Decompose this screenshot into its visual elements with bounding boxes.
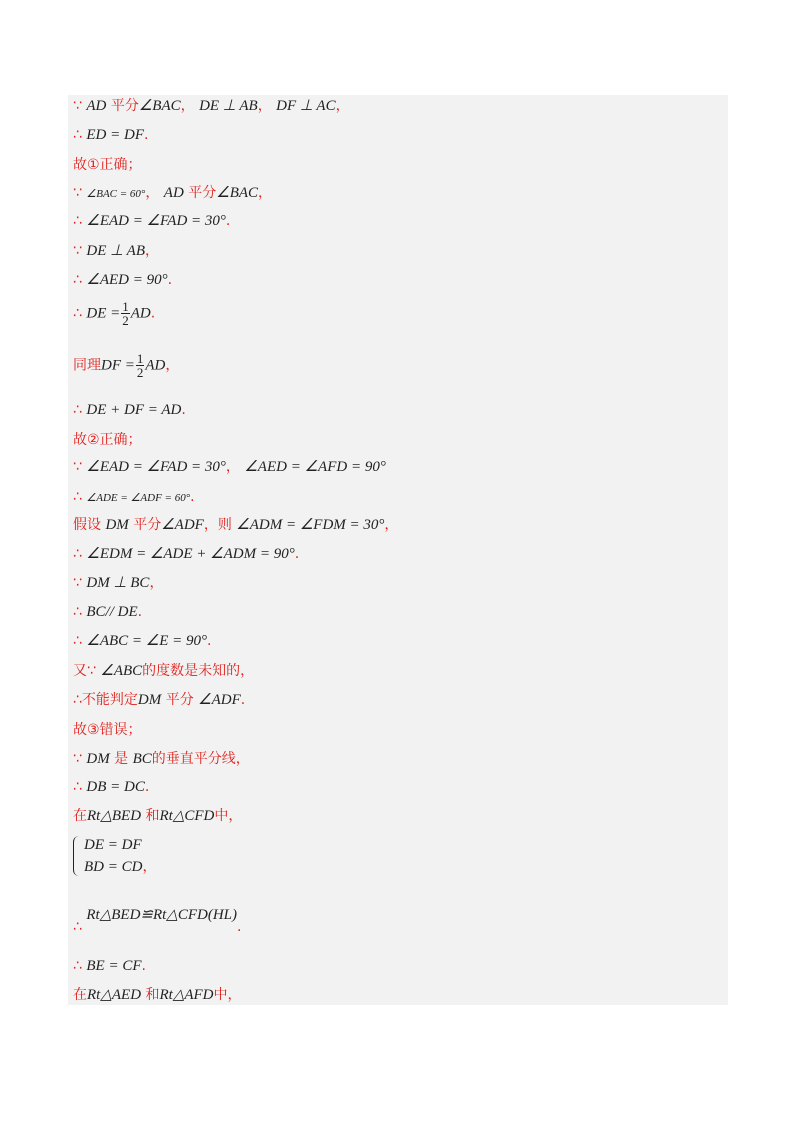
line-23 <box>73 778 149 796</box>
because-symbol: ∵ <box>73 185 82 201</box>
line-24 <box>73 807 242 825</box>
math-text: DM <box>137 692 162 708</box>
because-symbol: ∵ <box>73 243 82 259</box>
comma: ， <box>165 357 180 374</box>
therefore-symbol: ∴ <box>73 779 82 795</box>
period: . <box>144 127 149 143</box>
therefore-symbol: ∴ <box>73 402 82 418</box>
math-text: AD <box>130 305 151 322</box>
text: 平分 <box>188 185 217 201</box>
math-text: ∠ADF <box>161 517 204 533</box>
period: . <box>181 402 186 418</box>
line-15 <box>73 545 299 563</box>
line-26 <box>73 906 242 935</box>
math-text: ∠EAD = ∠FAD = 30° <box>86 459 226 475</box>
math-text: AD <box>163 185 184 201</box>
math-text: DF = <box>101 357 135 374</box>
system-line-2 <box>84 858 156 876</box>
math-text: BC// DE <box>86 604 138 620</box>
fraction-numerator: 1 <box>136 351 144 366</box>
left-brace <box>73 836 82 876</box>
math-text: Rt△BED <box>87 808 142 824</box>
because-symbol: ∵ <box>73 575 82 591</box>
line-7 <box>73 271 172 289</box>
therefore-symbol: ∴ <box>73 604 82 620</box>
line-28 <box>73 986 242 1004</box>
math-text: DE = DF <box>84 837 142 853</box>
math-text: DB = DC <box>86 779 145 795</box>
therefore-symbol: ∴ <box>73 127 82 143</box>
line-18 <box>73 632 211 650</box>
period: . <box>225 213 231 229</box>
text: ∴不能判定 <box>73 692 138 708</box>
line-1 <box>73 97 350 115</box>
line-20 <box>73 691 245 709</box>
math-text: ∠EAD = ∠FAD = 30° <box>86 213 226 229</box>
math-text: ∠ADM = ∠FDM = 30° <box>236 517 385 533</box>
therefore-symbol: ∴ <box>73 546 82 562</box>
comma: ， <box>142 859 157 875</box>
text: 的度数是未知的， <box>142 663 255 679</box>
period: . <box>141 958 146 974</box>
math-text: DM ⊥ BC <box>86 575 150 591</box>
text: 平分 <box>133 517 162 533</box>
math-text: ∠ABC <box>100 663 143 679</box>
comma: ， <box>180 98 195 114</box>
line-6 <box>73 242 159 260</box>
math-text: Rt△AED <box>87 987 142 1003</box>
fraction-denominator: 2 <box>136 365 144 380</box>
text: 平分 <box>110 98 139 114</box>
line-2 <box>73 126 148 144</box>
text: 的垂直平分线， <box>151 751 250 767</box>
math-text: Rt△CFD <box>159 808 215 824</box>
period: . <box>190 489 195 505</box>
line-21: 故③错误； <box>73 722 142 738</box>
comma: ， <box>145 185 160 201</box>
comma: ， <box>145 243 159 259</box>
comma: ， <box>258 185 273 201</box>
fraction-half <box>121 300 130 327</box>
math-text: ∠BAC <box>138 98 181 114</box>
fraction-half <box>136 352 145 379</box>
math-text: DE + DF = AD <box>86 402 182 418</box>
math-text: ∠AED = ∠AFD = 90° <box>244 459 386 475</box>
line-27 <box>73 957 146 975</box>
period: . <box>137 604 143 620</box>
text: ，则 <box>203 517 232 533</box>
because-symbol: ∵ <box>73 751 82 767</box>
therefore-symbol: ∴ <box>73 272 82 288</box>
math-text: ∠BAC <box>216 185 259 201</box>
math-text: AD <box>86 98 107 114</box>
line-3: 故①正确； <box>73 157 142 173</box>
text: 又∵ <box>73 663 96 679</box>
line-16 <box>73 574 163 592</box>
line-22 <box>73 750 250 768</box>
line-10 <box>73 401 186 419</box>
math-text: ∠BAC = 60° <box>86 188 146 200</box>
text: 在 <box>73 987 87 1003</box>
therefore-symbol: ∴ <box>73 633 82 649</box>
text: 是 <box>114 751 129 767</box>
math-text: DE = <box>86 305 121 322</box>
line-13 <box>73 488 195 507</box>
fraction-numerator: 1 <box>122 299 129 314</box>
period: . <box>294 546 300 562</box>
comma: ， <box>225 459 240 475</box>
because-symbol: ∵ <box>73 98 82 114</box>
math-text: AD <box>145 357 166 374</box>
therefore-symbol: ∴ <box>73 958 82 974</box>
period: . <box>207 633 212 649</box>
comma: ， <box>384 517 399 533</box>
period: . <box>150 305 156 322</box>
comma: ， <box>335 98 350 114</box>
line-4 <box>73 184 272 203</box>
math-text: Rt△BED≌Rt△CFD(HL) <box>86 907 237 923</box>
therefore-symbol: ∴ <box>73 213 82 229</box>
line-9 <box>73 352 179 379</box>
period: . <box>237 919 242 935</box>
line-17 <box>73 603 142 621</box>
comma: ， <box>257 98 272 114</box>
therefore-symbol: ∴ <box>73 305 82 322</box>
math-text: ∠ADF <box>198 692 241 708</box>
math-text: DM <box>86 751 110 767</box>
therefore-symbol: ∴ <box>73 919 82 935</box>
math-text: BC <box>132 751 152 767</box>
math-text: DE ⊥ AB <box>86 243 145 259</box>
text: 中， <box>213 987 242 1003</box>
text: 中， <box>214 808 243 824</box>
text: 在 <box>73 808 87 824</box>
comma: ， <box>149 575 164 591</box>
because-symbol: ∵ <box>73 459 82 475</box>
math-text: Rt△AFD <box>159 987 214 1003</box>
math-text: ∠EDM = ∠ADE + ∠ADM = 90° <box>86 546 295 562</box>
math-text: ∠AED = 90° <box>86 272 168 288</box>
line-12 <box>73 458 386 476</box>
system-line-1 <box>84 836 142 854</box>
math-text: ∠ABC = ∠E = 90° <box>86 633 208 649</box>
math-text: DF ⊥ AC <box>276 98 336 114</box>
math-text: DE ⊥ AB <box>199 98 258 114</box>
line-8 <box>73 300 155 327</box>
math-text: ED = DF <box>86 127 144 143</box>
therefore-symbol: ∴ <box>73 489 82 505</box>
period: . <box>240 692 246 708</box>
line-11: 故②正确； <box>73 432 142 448</box>
text: 和 <box>145 987 160 1003</box>
math-text: BE = CF <box>86 958 142 974</box>
period: . <box>144 779 150 795</box>
text: 和 <box>145 808 160 824</box>
line-19 <box>73 662 254 680</box>
line-5 <box>73 212 230 230</box>
math-text: BD = CD <box>84 859 143 875</box>
text: 假设 <box>73 517 101 533</box>
math-text: ∠ADE = ∠ADF = 60° <box>86 492 191 504</box>
text: 同理 <box>73 357 101 374</box>
period: . <box>167 272 173 288</box>
line-14 <box>73 516 398 534</box>
text: 平分 <box>165 692 194 708</box>
math-text: DM <box>105 517 129 533</box>
fraction-denominator: 2 <box>122 313 129 328</box>
